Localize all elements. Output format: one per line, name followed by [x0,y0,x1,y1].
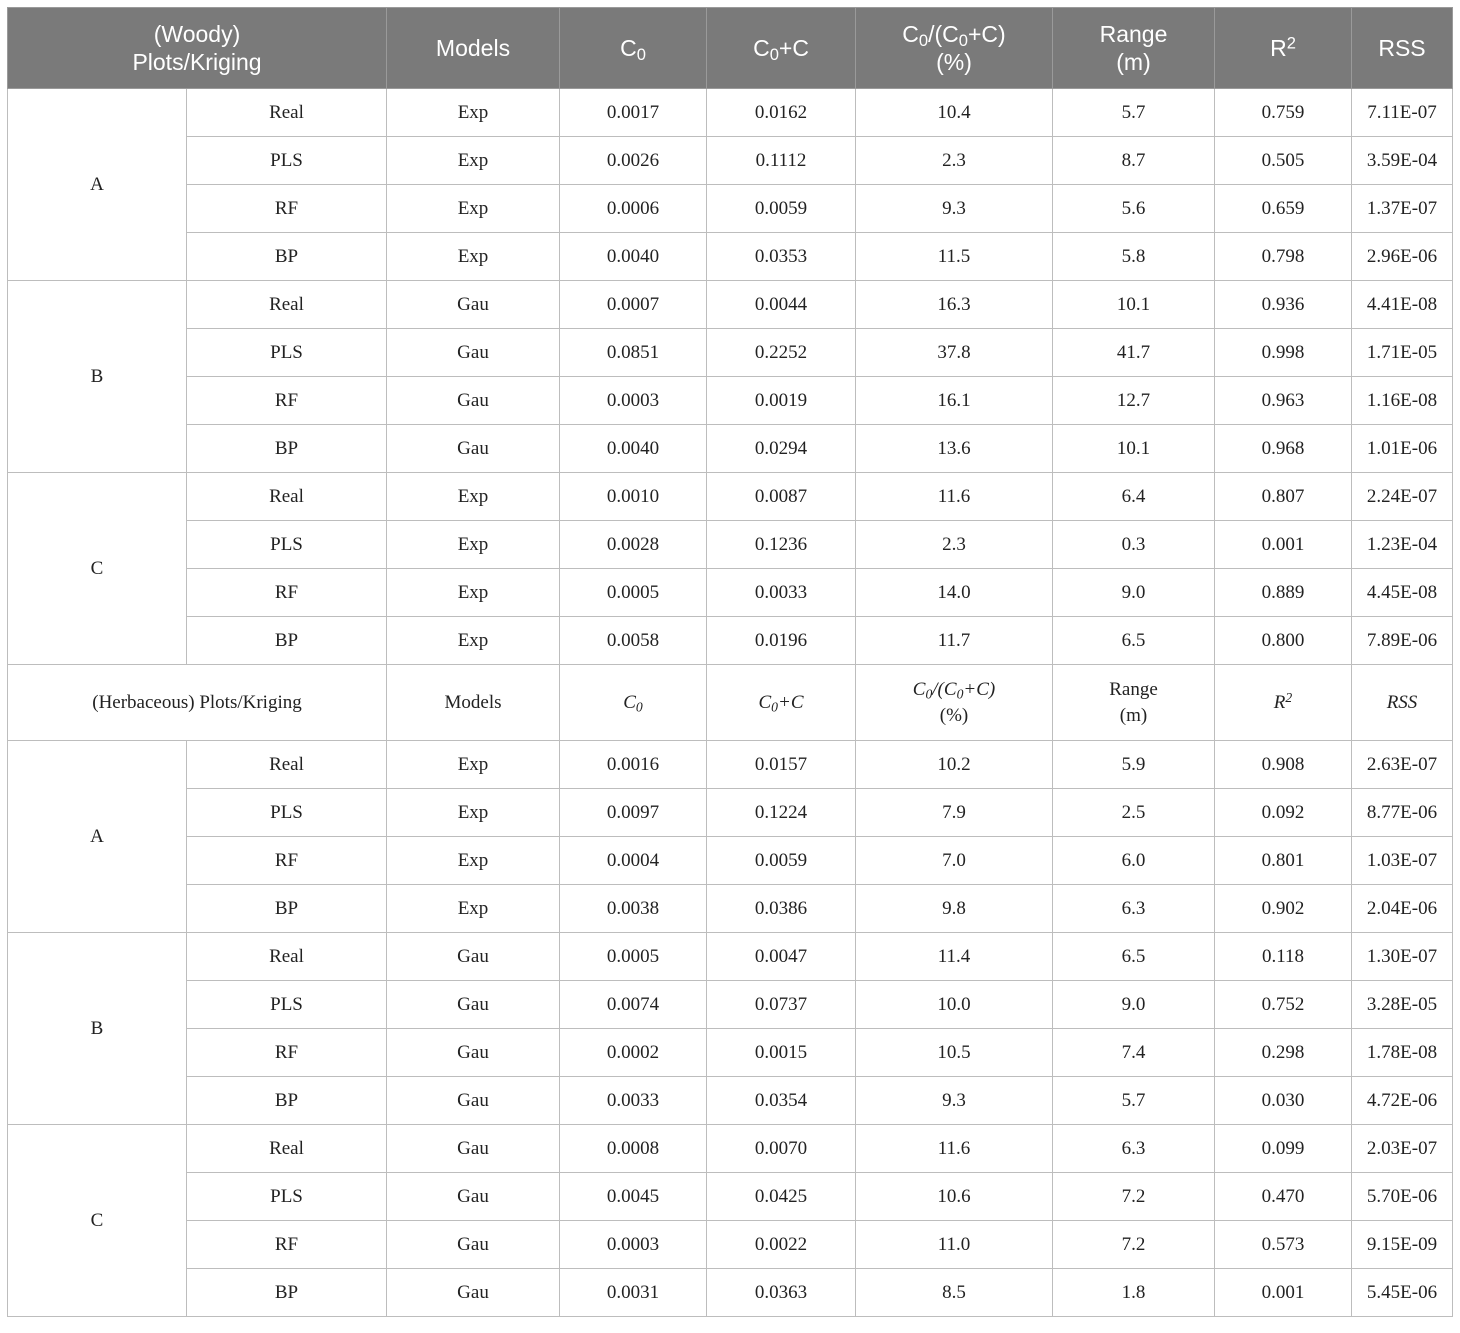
kriging-cell: PLS [187,1173,387,1221]
table-row [8,1125,1453,1173]
r2-cell: 0.659 [1215,185,1352,233]
model-cell: Gau [387,1029,560,1077]
kriging-cell: RF [187,185,387,233]
c0c-cell: 0.0353 [707,233,856,281]
kriging-cell: PLS [187,981,387,1029]
ratio-cell: 9.3 [856,1077,1053,1125]
c0c-cell: 0.0087 [707,473,856,521]
range-cell: 8.7 [1053,137,1215,185]
r2-cell: 0.030 [1215,1077,1352,1125]
table-row [8,837,1453,885]
range-cell: 7.4 [1053,1029,1215,1077]
r2-cell: 0.001 [1215,1269,1352,1317]
rss-cell: 8.77E-06 [1352,789,1453,837]
rss-cell: 1.01E-06 [1352,425,1453,473]
ratio-cell: 16.3 [856,281,1053,329]
r2-cell: 0.800 [1215,617,1352,665]
rss-cell: 1.71E-05 [1352,329,1453,377]
table-row [8,933,1453,981]
header-r2: $R^2$ [1215,8,1352,89]
ratio-cell: 7.9 [856,789,1053,837]
table-row [8,617,1453,665]
ratio-cell: 13.6 [856,425,1053,473]
c0-cell: 0.0003 [560,377,707,425]
rss-cell: 2.04E-06 [1352,885,1453,933]
table-row [8,233,1453,281]
rss-cell: 1.23E-04 [1352,521,1453,569]
rss-cell: 4.72E-06 [1352,1077,1453,1125]
c0-cell: 0.0004 [560,837,707,885]
c0-cell: 0.0040 [560,233,707,281]
ratio-cell: 7.0 [856,837,1053,885]
r2-cell: 0.807 [1215,473,1352,521]
plot-cell: B [8,933,187,1125]
table-row [8,329,1453,377]
c0-cell: 0.0033 [560,1077,707,1125]
c0-cell: 0.0017 [560,89,707,137]
c0c-cell: 0.0196 [707,617,856,665]
model-cell: Exp [387,233,560,281]
rss-cell: 1.03E-07 [1352,837,1453,885]
kriging-cell: BP [187,1269,387,1317]
c0-cell: 0.0045 [560,1173,707,1221]
range-cell: 9.0 [1053,569,1215,617]
kriging-cell: PLS [187,329,387,377]
c0c-cell: 0.2252 [707,329,856,377]
kriging-cell: RF [187,837,387,885]
rss-cell: 3.59E-04 [1352,137,1453,185]
c0c-cell: 0.0047 [707,933,856,981]
c0-cell: 0.0005 [560,569,707,617]
subheader-models: Models [387,665,560,741]
range-cell: 6.4 [1053,473,1215,521]
range-cell: 6.3 [1053,1125,1215,1173]
rss-cell: 3.28E-05 [1352,981,1453,1029]
ratio-cell: 10.4 [856,89,1053,137]
ratio-cell: 37.8 [856,329,1053,377]
model-cell: Gau [387,329,560,377]
c0-cell: 0.0074 [560,981,707,1029]
kriging-cell: Real [187,473,387,521]
kriging-cell: RF [187,569,387,617]
table-row [8,981,1453,1029]
subheader-row [8,665,1453,741]
c0-cell: 0.0026 [560,137,707,185]
c0-cell: 0.0031 [560,1269,707,1317]
kriging-cell: RF [187,1029,387,1077]
r2-cell: 0.759 [1215,89,1352,137]
ratio-cell: 10.6 [856,1173,1053,1221]
model-cell: Exp [387,473,560,521]
c0c-cell: 0.1224 [707,789,856,837]
kriging-cell: Real [187,281,387,329]
r2-cell: 0.889 [1215,569,1352,617]
c0c-cell: 0.0022 [707,1221,856,1269]
ratio-cell: 10.0 [856,981,1053,1029]
r2-cell: 0.099 [1215,1125,1352,1173]
header-row [8,8,1453,89]
range-cell: 5.7 [1053,1077,1215,1125]
table-body [8,89,1453,1317]
c0c-cell: 0.1236 [707,521,856,569]
r2-cell: 0.092 [1215,789,1352,837]
model-cell: Exp [387,789,560,837]
rss-cell: 5.45E-06 [1352,1269,1453,1317]
range-cell: 6.0 [1053,837,1215,885]
ratio-cell: 2.3 [856,521,1053,569]
range-cell: 5.6 [1053,185,1215,233]
kriging-cell: Real [187,1125,387,1173]
table-row [8,185,1453,233]
range-cell: 6.5 [1053,617,1215,665]
header-plots-line2: Plots/Kriging [132,49,262,75]
ratio-cell: 11.0 [856,1221,1053,1269]
kriging-cell: Real [187,89,387,137]
subheader-ratio: $C_0/(C_0+C)$ (%) [856,665,1053,741]
rss-cell: 5.70E-06 [1352,1173,1453,1221]
c0-cell: 0.0040 [560,425,707,473]
r2-cell: 0.908 [1215,741,1352,789]
c0c-cell: 0.0044 [707,281,856,329]
subheader-c0: $C_0$ [560,665,707,741]
range-cell: 12.7 [1053,377,1215,425]
table-row [8,89,1453,137]
ratio-cell: 10.5 [856,1029,1053,1077]
subheader-range: Range (m) [1053,665,1215,741]
c0c-cell: 0.0059 [707,837,856,885]
kriging-cell: RF [187,1221,387,1269]
table-row [8,789,1453,837]
plot-cell: B [8,281,187,473]
model-cell: Gau [387,1221,560,1269]
ratio-cell: 11.6 [856,473,1053,521]
r2-cell: 0.798 [1215,233,1352,281]
r2-cell: 0.902 [1215,885,1352,933]
kriging-cell: BP [187,617,387,665]
range-cell: 41.7 [1053,329,1215,377]
rss-cell: 4.45E-08 [1352,569,1453,617]
model-cell: Gau [387,981,560,1029]
rss-cell: 2.96E-06 [1352,233,1453,281]
model-cell: Exp [387,885,560,933]
rss-cell: 1.78E-08 [1352,1029,1453,1077]
rss-cell: 9.15E-09 [1352,1221,1453,1269]
header-models: Models [387,8,560,89]
table-row [8,1029,1453,1077]
rss-cell: 1.16E-08 [1352,377,1453,425]
table-row [8,425,1453,473]
r2-cell: 0.963 [1215,377,1352,425]
plot-cell: A [8,89,187,281]
table-row [8,741,1453,789]
c0c-cell: 0.0019 [707,377,856,425]
rss-cell: 7.11E-07 [1352,89,1453,137]
kriging-cell: BP [187,1077,387,1125]
ratio-cell: 11.5 [856,233,1053,281]
c0-cell: 0.0002 [560,1029,707,1077]
model-cell: Exp [387,617,560,665]
c0c-cell: 0.0363 [707,1269,856,1317]
c0-cell: 0.0010 [560,473,707,521]
c0c-cell: 0.1112 [707,137,856,185]
range-cell: 2.5 [1053,789,1215,837]
c0c-cell: 0.0294 [707,425,856,473]
c0-cell: 0.0003 [560,1221,707,1269]
r2-cell: 0.573 [1215,1221,1352,1269]
rss-cell: 2.03E-07 [1352,1125,1453,1173]
c0c-cell: 0.0354 [707,1077,856,1125]
kriging-cell: Real [187,933,387,981]
ratio-cell: 9.8 [856,885,1053,933]
model-cell: Exp [387,837,560,885]
c0-cell: 0.0005 [560,933,707,981]
c0c-cell: 0.0157 [707,741,856,789]
range-cell: 7.2 [1053,1221,1215,1269]
range-cell: 9.0 [1053,981,1215,1029]
model-cell: Gau [387,377,560,425]
c0c-cell: 0.0425 [707,1173,856,1221]
model-cell: Gau [387,1173,560,1221]
kriging-cell: BP [187,885,387,933]
plot-cell: C [8,1125,187,1317]
model-cell: Exp [387,185,560,233]
model-cell: Exp [387,569,560,617]
ratio-cell: 10.2 [856,741,1053,789]
kriging-cell: BP [187,233,387,281]
kriging-cell: PLS [187,521,387,569]
range-cell: 5.7 [1053,89,1215,137]
table-row [8,1269,1453,1317]
model-cell: Gau [387,281,560,329]
c0-cell: 0.0038 [560,885,707,933]
c0-cell: 0.0008 [560,1125,707,1173]
model-cell: Gau [387,425,560,473]
ratio-cell: 2.3 [856,137,1053,185]
table-row [8,281,1453,329]
header-rss: RSS [1352,8,1453,89]
rss-cell: 4.41E-08 [1352,281,1453,329]
c0-cell: 0.0006 [560,185,707,233]
subheader-r2: $R^2$ [1215,665,1352,741]
table-row [8,1173,1453,1221]
header-plots-line1: (Woody) [153,21,241,47]
r2-cell: 0.505 [1215,137,1352,185]
rss-cell: 2.24E-07 [1352,473,1453,521]
table-row [8,473,1453,521]
ratio-cell: 11.4 [856,933,1053,981]
r2-cell: 0.118 [1215,933,1352,981]
c0-cell: 0.0851 [560,329,707,377]
model-cell: Gau [387,1269,560,1317]
kriging-cell: RF [187,377,387,425]
c0-cell: 0.0058 [560,617,707,665]
table-row [8,521,1453,569]
ratio-cell: 9.3 [856,185,1053,233]
header-ratio: $C_0/(C_0+C)$ (%) [856,8,1053,89]
range-cell: 7.2 [1053,1173,1215,1221]
rss-cell: 2.63E-07 [1352,741,1453,789]
header-plots-kriging [8,8,387,89]
ratio-cell: 14.0 [856,569,1053,617]
r2-cell: 0.801 [1215,837,1352,885]
kriging-cell: BP [187,425,387,473]
plot-cell: C [8,473,187,665]
c0c-cell: 0.0059 [707,185,856,233]
range-cell: 6.5 [1053,933,1215,981]
c0-cell: 0.0097 [560,789,707,837]
subheader-c0-plus-c: $C_0+C$ [707,665,856,741]
table-row [8,137,1453,185]
c0c-cell: 0.0737 [707,981,856,1029]
c0-cell: 0.0028 [560,521,707,569]
c0c-cell: 0.0015 [707,1029,856,1077]
header-c0-plus-c: $C_0+C$ [707,8,856,89]
c0c-cell: 0.0162 [707,89,856,137]
r2-cell: 0.001 [1215,521,1352,569]
kriging-parameters-table [7,7,1453,1317]
rss-cell: 7.89E-06 [1352,617,1453,665]
kriging-cell: PLS [187,137,387,185]
header-c0: $C_0$ [560,8,707,89]
model-cell: Exp [387,89,560,137]
r2-cell: 0.936 [1215,281,1352,329]
subheader-rss: RSS [1352,665,1453,741]
model-cell: Gau [387,933,560,981]
range-cell: 1.8 [1053,1269,1215,1317]
c0-cell: 0.0007 [560,281,707,329]
r2-cell: 0.968 [1215,425,1352,473]
range-cell: 5.9 [1053,741,1215,789]
rss-cell: 1.30E-07 [1352,933,1453,981]
r2-cell: 0.752 [1215,981,1352,1029]
c0c-cell: 0.0033 [707,569,856,617]
model-cell: Exp [387,521,560,569]
r2-cell: 0.470 [1215,1173,1352,1221]
model-cell: Gau [387,1125,560,1173]
range-cell: 6.3 [1053,885,1215,933]
range-cell: 5.8 [1053,233,1215,281]
r2-cell: 0.298 [1215,1029,1352,1077]
range-cell: 10.1 [1053,281,1215,329]
range-cell: 10.1 [1053,425,1215,473]
ratio-cell: 8.5 [856,1269,1053,1317]
ratio-cell: 16.1 [856,377,1053,425]
plot-cell: A [8,741,187,933]
kriging-cell: Real [187,741,387,789]
rss-cell: 1.37E-07 [1352,185,1453,233]
table-row [8,1077,1453,1125]
c0c-cell: 0.0070 [707,1125,856,1173]
table-row [8,569,1453,617]
kriging-cell: PLS [187,789,387,837]
model-cell: Exp [387,741,560,789]
table-row [8,377,1453,425]
model-cell: Exp [387,137,560,185]
range-cell: 0.3 [1053,521,1215,569]
header-range: Range (m) [1053,8,1215,89]
model-cell: Gau [387,1077,560,1125]
ratio-cell: 11.7 [856,617,1053,665]
table-container [7,7,1452,1317]
r2-cell: 0.998 [1215,329,1352,377]
c0c-cell: 0.0386 [707,885,856,933]
table-row [8,1221,1453,1269]
c0-cell: 0.0016 [560,741,707,789]
ratio-cell: 11.6 [856,1125,1053,1173]
subheader-plots-kriging: (Herbaceous) Plots/Kriging [8,665,387,741]
table-row [8,885,1453,933]
